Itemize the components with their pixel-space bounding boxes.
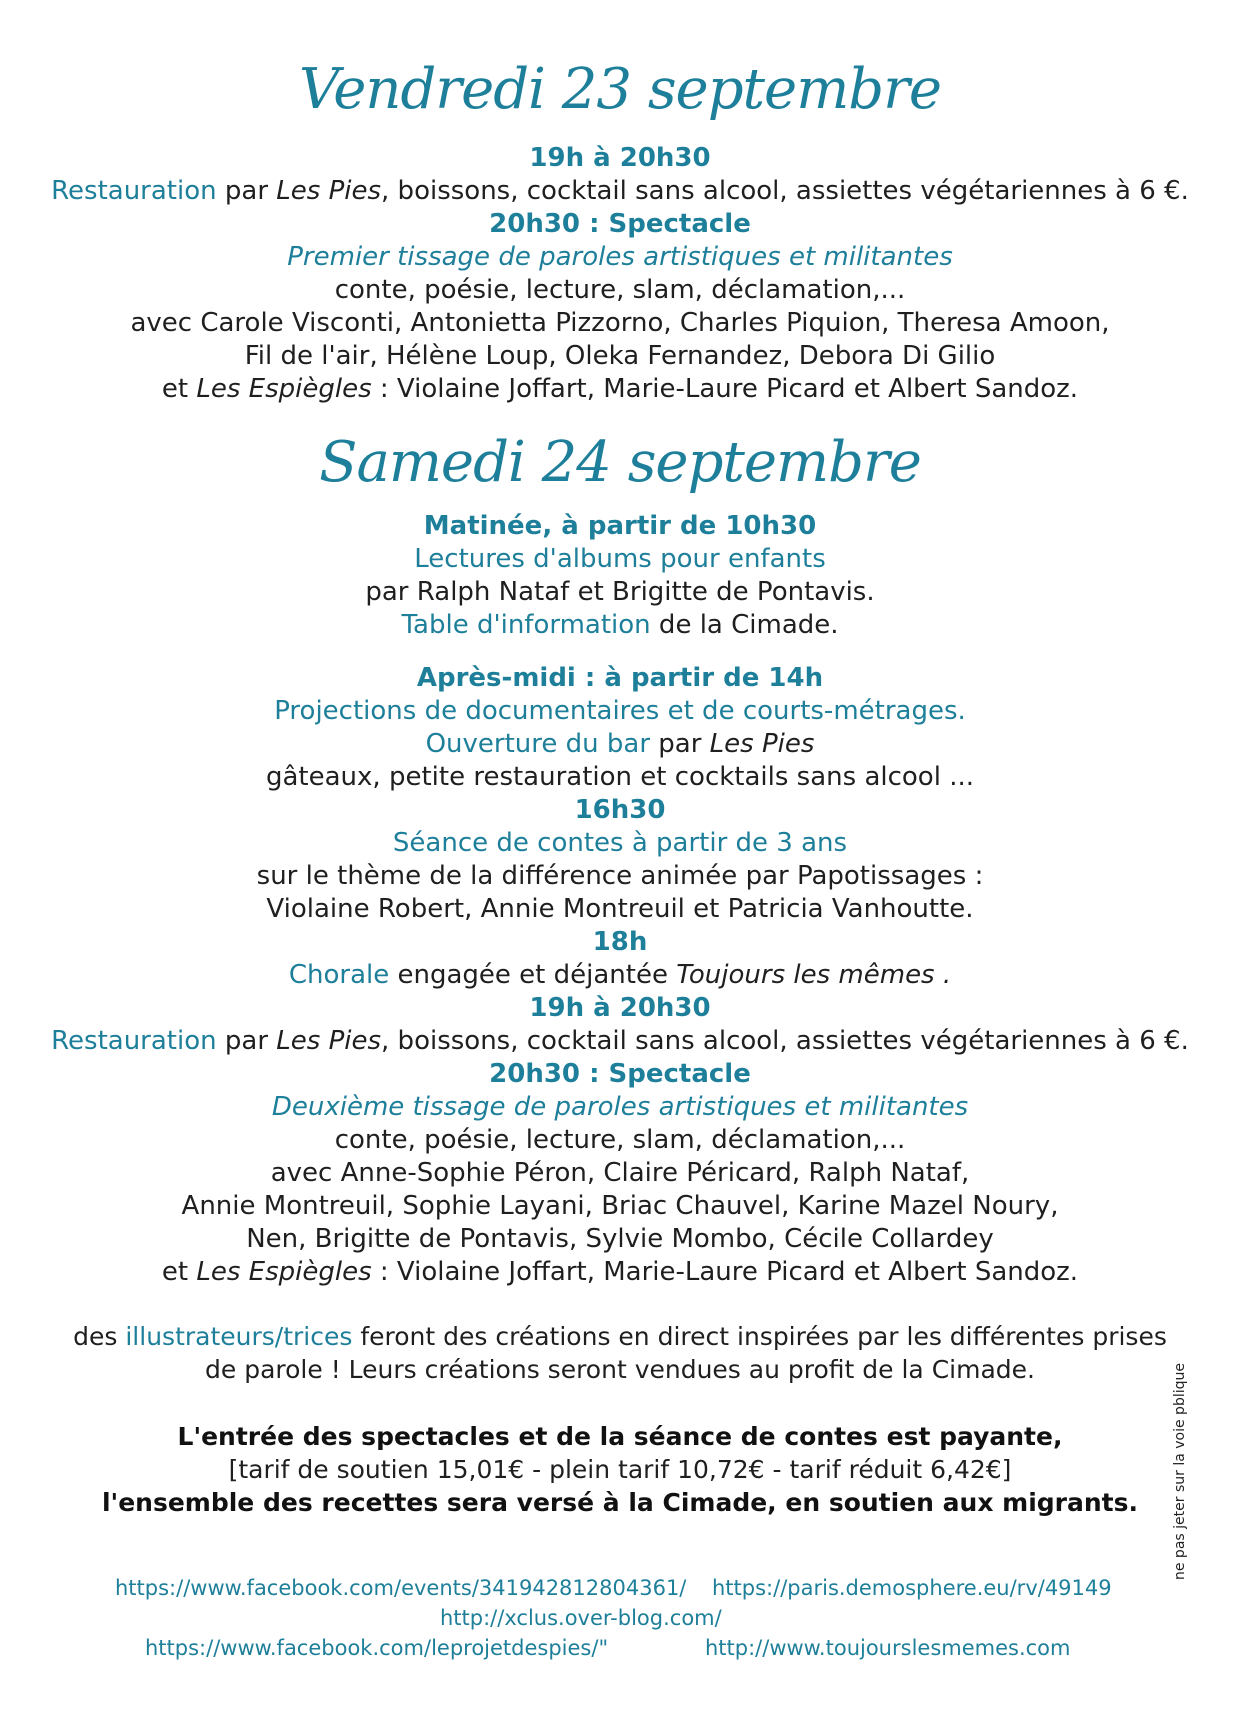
saturday-chorale-desc: engagée et déjantée	[389, 960, 677, 990]
saturday-genres: conte, poésie, lecture, slam, déclamation,...	[334, 1125, 906, 1155]
link-overblog[interactable]: http://xclus.over-blog.com/	[440, 1606, 722, 1630]
friday-artists-group: Les Espiègles	[196, 374, 372, 404]
pricing-line-2: [tarif de soutien 15,01€ - plein tarif 10,72€ - tarif réduit 6,42€]	[228, 1455, 1012, 1484]
saturday-bar-par: par	[650, 729, 710, 759]
saturday-contes-people: Violaine Robert, Annie Montreuil et Patricia Vanhoutte.	[266, 894, 974, 924]
saturday-afternoon-time: Après-midi : à partir de 14h	[416, 663, 824, 693]
saturday-bar-label: Ouverture du bar	[425, 729, 651, 759]
saturday-chorale-line	[40, 959, 1200, 992]
saturday-info-rest: de la Cimade.	[650, 610, 839, 640]
friday-show-title: Premier tissage de paroles artistiques et militantes	[287, 242, 953, 272]
illustrators-line-2: de parole ! Leurs créations seront vendues au profit de la Cimade.	[205, 1355, 1035, 1384]
friday-artists-2: Fil de l'air, Hélène Loup, Oleka Fernandez, Debora Di Gilio	[244, 341, 996, 371]
saturday-meal-label: Restauration	[51, 1026, 217, 1056]
illustrators-rest: feront des créations en direct inspirées par les différentes prises	[352, 1322, 1167, 1351]
pricing-line-3: l'ensemble des recettes sera versé à la Cimade, en soutien aux migrants.	[101, 1488, 1138, 1517]
link-demosphere[interactable]: https://paris.demosphere.eu/rv/49149	[712, 1576, 1112, 1600]
saturday-contes-title: Séance de contes à partir de 3 ans	[392, 828, 848, 858]
saturday-bar-les-pies: Les Pies	[709, 729, 815, 759]
link-toujours[interactable]: http://www.toujourslesmemes.com	[705, 1636, 1071, 1660]
saturday-artists-3: Nen, Brigitte de Pontavis, Sylvie Mombo, Cécile Collardey	[246, 1224, 994, 1254]
saturday-matinee-activity: Lectures d'albums pour enfants	[414, 544, 826, 574]
saturday-chorale-name: Toujours les mêmes .	[676, 960, 952, 990]
friday-meal-details: , boissons, cocktail sans alcool, assiettes végétariennes à 6 €.	[381, 176, 1189, 206]
friday-meal-les-pies: Les Pies	[276, 176, 382, 206]
saturday-chorale-label: Chorale	[288, 960, 390, 990]
friday-artists-1: avec Carole Visconti, Antonietta Pizzorno, Charles Piquion, Theresa Amoon,	[130, 308, 1110, 338]
link-facebook-event[interactable]: https://www.facebook.com/events/341942812804361/	[115, 1576, 687, 1600]
friday-genres: conte, poésie, lecture, slam, déclamation,...	[334, 275, 906, 305]
friday-artists-et: et	[161, 374, 197, 404]
saturday-artists-1: avec Anne-Sophie Péron, Claire Péricard, Ralph Nataf,	[270, 1158, 970, 1188]
friday-meal-line	[40, 175, 1200, 208]
friday-show-time: 20h30 : Spectacle	[489, 209, 751, 239]
pricing-line-1: L'entrée des spectacles et de la séance de contes est payante,	[177, 1422, 1063, 1451]
saturday-meal-details: , boissons, cocktail sans alcool, assiettes végétariennes à 6 €.	[381, 1026, 1189, 1056]
friday-meal-par: par	[216, 176, 277, 206]
saturday-artists-group: Les Espiègles	[196, 1257, 372, 1287]
saturday-contes-theme: sur le thème de la différence animée par Papotissages :	[256, 861, 984, 891]
saturday-info-line	[40, 609, 1200, 642]
saturday-show-time: 20h30 : Spectacle	[489, 1059, 751, 1089]
illustrators-label: illustrateurs/trices	[125, 1322, 353, 1351]
saturday-bar-line	[40, 728, 1200, 761]
illustrators-line-1	[40, 1320, 1200, 1353]
saturday-meal-time: 19h à 20h30	[529, 993, 711, 1023]
saturday-meal-par: par	[216, 1026, 277, 1056]
saturday-contes-time: 16h30	[574, 795, 666, 825]
saturday-bar-food: gâteaux, petite restauration et cocktails sans alcool ...	[266, 762, 974, 792]
saturday-matinee-by: par Ralph Nataf et Brigitte de Pontavis.	[365, 577, 875, 607]
side-note-vertical: ne pas jeter sur la voie pblique	[1172, 1363, 1188, 1580]
saturday-meal-line	[40, 1025, 1200, 1058]
saturday-info-label: Table d'information	[401, 610, 651, 640]
friday-meal-label: Restauration	[51, 176, 217, 206]
saturday-projections: Projections de documentaires et de courts-métrages.	[274, 696, 966, 726]
saturday-chorale-time: 18h	[592, 927, 648, 957]
friday-title: Vendredi 23 septembre	[298, 57, 942, 122]
saturday-title: Samedi 24 septembre	[319, 430, 921, 495]
illustrators-pre: des	[73, 1322, 126, 1351]
friday-time-meal: 19h à 20h30	[529, 143, 711, 173]
saturday-artists-et: et	[161, 1257, 197, 1287]
saturday-show-title: Deuxième tissage de paroles artistiques et militantes	[271, 1092, 969, 1122]
saturday-artists-group-members: : Violaine Joffart, Marie-Laure Picard et Albert Sandoz.	[371, 1257, 1079, 1287]
friday-artists-group-members: : Violaine Joffart, Marie-Laure Picard et Albert Sandoz.	[371, 374, 1079, 404]
saturday-artists-2: Annie Montreuil, Sophie Layani, Briac Chauvel, Karine Mazel Noury,	[181, 1191, 1059, 1221]
saturday-matinee-time: Matinée, à partir de 10h30	[423, 511, 817, 541]
link-facebook-pies[interactable]: https://www.facebook.com/leprojetdespies/"	[145, 1636, 609, 1660]
saturday-meal-les-pies: Les Pies	[276, 1026, 382, 1056]
saturday-artists-4	[40, 1256, 1200, 1289]
friday-artists-3	[40, 373, 1200, 406]
